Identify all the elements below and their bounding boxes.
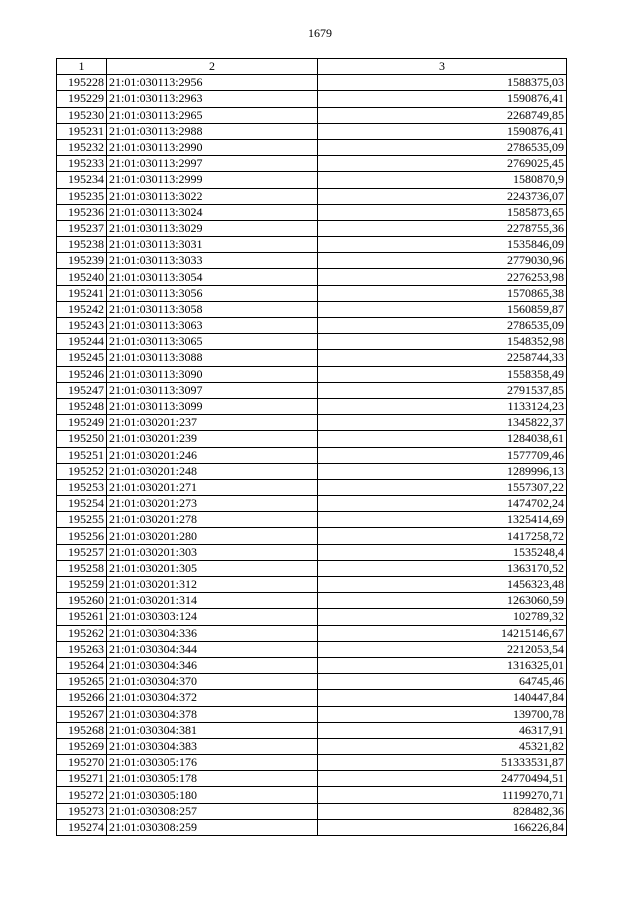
cadastral-value: 140447,84 (318, 690, 567, 706)
table-row (57, 220, 567, 236)
row-number: 195254 (57, 496, 107, 512)
table-row (57, 156, 567, 172)
table-row (57, 431, 567, 447)
row-number: 195257 (57, 544, 107, 560)
cadastral-number: 21:01:030113:3022 (107, 188, 318, 204)
row-number: 195240 (57, 269, 107, 285)
row-number: 195268 (57, 722, 107, 738)
row-number: 195242 (57, 301, 107, 317)
row-number: 195273 (57, 803, 107, 819)
table-row (57, 350, 567, 366)
cadastral-number: 21:01:030304:370 (107, 674, 318, 690)
cadastral-value: 24770494,51 (318, 771, 567, 787)
registry-table (56, 58, 567, 836)
table-row (57, 690, 567, 706)
cadastral-value: 1474702,24 (318, 496, 567, 512)
cadastral-number: 21:01:030308:257 (107, 803, 318, 819)
row-number: 195248 (57, 398, 107, 414)
table-row (57, 528, 567, 544)
header-col-2: 2 (107, 59, 318, 75)
row-number: 195263 (57, 641, 107, 657)
table-row (57, 560, 567, 576)
table-row (57, 398, 567, 414)
cadastral-value: 1456323,48 (318, 577, 567, 593)
table-row (57, 172, 567, 188)
table-row (57, 544, 567, 560)
cadastral-value: 1585873,65 (318, 204, 567, 220)
row-number: 195256 (57, 528, 107, 544)
row-number: 195261 (57, 609, 107, 625)
cadastral-value: 1133124,23 (318, 398, 567, 414)
header-col-1: 1 (57, 59, 107, 75)
cadastral-value: 2276253,98 (318, 269, 567, 285)
cadastral-value: 828482,36 (318, 803, 567, 819)
row-number: 195272 (57, 787, 107, 803)
cadastral-number: 21:01:030113:2990 (107, 139, 318, 155)
table-body (57, 75, 567, 836)
table-row (57, 318, 567, 334)
row-number: 195245 (57, 350, 107, 366)
row-number: 195250 (57, 431, 107, 447)
cadastral-value: 2212053,54 (318, 641, 567, 657)
table-row (57, 674, 567, 690)
cadastral-value: 1535846,09 (318, 237, 567, 253)
table-row (57, 382, 567, 398)
cadastral-number: 21:01:030113:3065 (107, 334, 318, 350)
cadastral-number: 21:01:030113:3024 (107, 204, 318, 220)
row-number: 195239 (57, 253, 107, 269)
table-row (57, 738, 567, 754)
table-row (57, 609, 567, 625)
row-number: 195270 (57, 755, 107, 771)
cadastral-number: 21:01:030201:303 (107, 544, 318, 560)
cadastral-number: 21:01:030201:314 (107, 593, 318, 609)
cadastral-value: 2243736,07 (318, 188, 567, 204)
cadastral-value: 1577709,46 (318, 447, 567, 463)
cadastral-value: 1560859,87 (318, 301, 567, 317)
table-row (57, 188, 567, 204)
row-number: 195233 (57, 156, 107, 172)
cadastral-value: 1557307,22 (318, 479, 567, 495)
table-row (57, 819, 567, 835)
cadastral-value: 45321,82 (318, 738, 567, 754)
cadastral-value: 1325414,69 (318, 512, 567, 528)
table-row (57, 91, 567, 107)
cadastral-number: 21:01:030113:2965 (107, 107, 318, 123)
row-number: 195259 (57, 577, 107, 593)
cadastral-number: 21:01:030113:2956 (107, 75, 318, 91)
cadastral-value: 1588375,03 (318, 75, 567, 91)
table-row (57, 463, 567, 479)
cadastral-number: 21:01:030304:336 (107, 625, 318, 641)
table-row (57, 269, 567, 285)
table-row (57, 771, 567, 787)
table-row (57, 577, 567, 593)
cadastral-value: 1548352,98 (318, 334, 567, 350)
cadastral-number: 21:01:030113:3090 (107, 366, 318, 382)
cadastral-number: 21:01:030305:178 (107, 771, 318, 787)
cadastral-value: 2258744,33 (318, 350, 567, 366)
header-col-3: 3 (318, 59, 567, 75)
table-row (57, 512, 567, 528)
row-number: 195264 (57, 657, 107, 673)
cadastral-value: 1580870,9 (318, 172, 567, 188)
row-number: 195235 (57, 188, 107, 204)
row-number: 195246 (57, 366, 107, 382)
row-number: 195252 (57, 463, 107, 479)
row-number: 195241 (57, 285, 107, 301)
cadastral-number: 21:01:030304:381 (107, 722, 318, 738)
cadastral-value: 1345822,37 (318, 415, 567, 431)
cadastral-number: 21:01:030201:312 (107, 577, 318, 593)
table-row (57, 204, 567, 220)
table-row (57, 301, 567, 317)
row-number: 195260 (57, 593, 107, 609)
row-number: 195243 (57, 318, 107, 334)
table-row (57, 447, 567, 463)
cadastral-number: 21:01:030201:246 (107, 447, 318, 463)
row-number: 195269 (57, 738, 107, 754)
table-row (57, 334, 567, 350)
cadastral-value: 1363170,52 (318, 560, 567, 576)
cadastral-number: 21:01:030113:2999 (107, 172, 318, 188)
table-row (57, 657, 567, 673)
table-header (57, 59, 567, 75)
table-row (57, 479, 567, 495)
row-number: 195271 (57, 771, 107, 787)
cadastral-value: 2791537,85 (318, 382, 567, 398)
row-number: 195266 (57, 690, 107, 706)
row-number: 195231 (57, 123, 107, 139)
cadastral-number: 21:01:030113:2963 (107, 91, 318, 107)
cadastral-number: 21:01:030113:3056 (107, 285, 318, 301)
cadastral-value: 102789,32 (318, 609, 567, 625)
cadastral-value: 2786535,09 (318, 139, 567, 155)
row-number: 195255 (57, 512, 107, 528)
header-row (57, 59, 567, 75)
cadastral-number: 21:01:030201:237 (107, 415, 318, 431)
row-number: 195234 (57, 172, 107, 188)
table-row (57, 415, 567, 431)
cadastral-number: 21:01:030201:239 (107, 431, 318, 447)
cadastral-number: 21:01:030113:2997 (107, 156, 318, 172)
table-row (57, 253, 567, 269)
cadastral-number: 21:01:030201:248 (107, 463, 318, 479)
table-row (57, 237, 567, 253)
table-row (57, 107, 567, 123)
cadastral-number: 21:01:030201:280 (107, 528, 318, 544)
cadastral-number: 21:01:030304:346 (107, 657, 318, 673)
cadastral-number: 21:01:030113:3063 (107, 318, 318, 334)
row-number: 195262 (57, 625, 107, 641)
row-number: 195247 (57, 382, 107, 398)
table-row (57, 722, 567, 738)
cadastral-number: 21:01:030201:278 (107, 512, 318, 528)
cadastral-number: 21:01:030113:3099 (107, 398, 318, 414)
cadastral-value: 1316325,01 (318, 657, 567, 673)
cadastral-number: 21:01:030303:124 (107, 609, 318, 625)
cadastral-value: 1284038,61 (318, 431, 567, 447)
cadastral-number: 21:01:030308:259 (107, 819, 318, 835)
cadastral-value: 1570865,38 (318, 285, 567, 301)
cadastral-number: 21:01:030113:3088 (107, 350, 318, 366)
table-row (57, 803, 567, 819)
row-number: 195258 (57, 560, 107, 576)
cadastral-value: 51333531,87 (318, 755, 567, 771)
row-number: 195253 (57, 479, 107, 495)
table-row (57, 139, 567, 155)
cadastral-value: 2779030,96 (318, 253, 567, 269)
cadastral-number: 21:01:030113:3058 (107, 301, 318, 317)
cadastral-number: 21:01:030201:305 (107, 560, 318, 576)
table-row (57, 755, 567, 771)
row-number: 195228 (57, 75, 107, 91)
cadastral-number: 21:01:030304:372 (107, 690, 318, 706)
cadastral-value: 1590876,41 (318, 91, 567, 107)
cadastral-value: 1417258,72 (318, 528, 567, 544)
table-row (57, 366, 567, 382)
cadastral-value: 11199270,71 (318, 787, 567, 803)
cadastral-value: 166226,84 (318, 819, 567, 835)
table-row (57, 285, 567, 301)
row-number: 195237 (57, 220, 107, 236)
table-row (57, 496, 567, 512)
cadastral-value: 2268749,85 (318, 107, 567, 123)
cadastral-number: 21:01:030113:3033 (107, 253, 318, 269)
row-number: 195249 (57, 415, 107, 431)
cadastral-number: 21:01:030304:383 (107, 738, 318, 754)
cadastral-number: 21:01:030113:3054 (107, 269, 318, 285)
row-number: 195229 (57, 91, 107, 107)
row-number: 195244 (57, 334, 107, 350)
row-number: 195251 (57, 447, 107, 463)
cadastral-number: 21:01:030113:3029 (107, 220, 318, 236)
row-number: 195230 (57, 107, 107, 123)
table-row (57, 625, 567, 641)
row-number: 195236 (57, 204, 107, 220)
table-row (57, 787, 567, 803)
row-number: 195238 (57, 237, 107, 253)
table-row (57, 75, 567, 91)
cadastral-value: 2769025,45 (318, 156, 567, 172)
table-row (57, 641, 567, 657)
cadastral-number: 21:01:030113:3097 (107, 382, 318, 398)
cadastral-value: 46317,91 (318, 722, 567, 738)
cadastral-number: 21:01:030201:271 (107, 479, 318, 495)
table-row (57, 706, 567, 722)
cadastral-value: 64745,46 (318, 674, 567, 690)
cadastral-value: 1263060,59 (318, 593, 567, 609)
cadastral-number: 21:01:030305:180 (107, 787, 318, 803)
cadastral-value: 1558358,49 (318, 366, 567, 382)
cadastral-value: 2786535,09 (318, 318, 567, 334)
cadastral-number: 21:01:030113:3031 (107, 237, 318, 253)
row-number: 195274 (57, 819, 107, 835)
cadastral-number: 21:01:030304:378 (107, 706, 318, 722)
table-row (57, 123, 567, 139)
cadastral-value: 139700,78 (318, 706, 567, 722)
cadastral-number: 21:01:030304:344 (107, 641, 318, 657)
cadastral-number: 21:01:030113:2988 (107, 123, 318, 139)
cadastral-value: 1535248,4 (318, 544, 567, 560)
cadastral-number: 21:01:030305:176 (107, 755, 318, 771)
row-number: 195232 (57, 139, 107, 155)
row-number: 195265 (57, 674, 107, 690)
cadastral-value: 1590876,41 (318, 123, 567, 139)
table-row (57, 593, 567, 609)
cadastral-value: 14215146,67 (318, 625, 567, 641)
cadastral-value: 1289996,13 (318, 463, 567, 479)
page-number: 1679 (308, 26, 332, 40)
row-number: 195267 (57, 706, 107, 722)
cadastral-number: 21:01:030201:273 (107, 496, 318, 512)
cadastral-value: 2278755,36 (318, 220, 567, 236)
